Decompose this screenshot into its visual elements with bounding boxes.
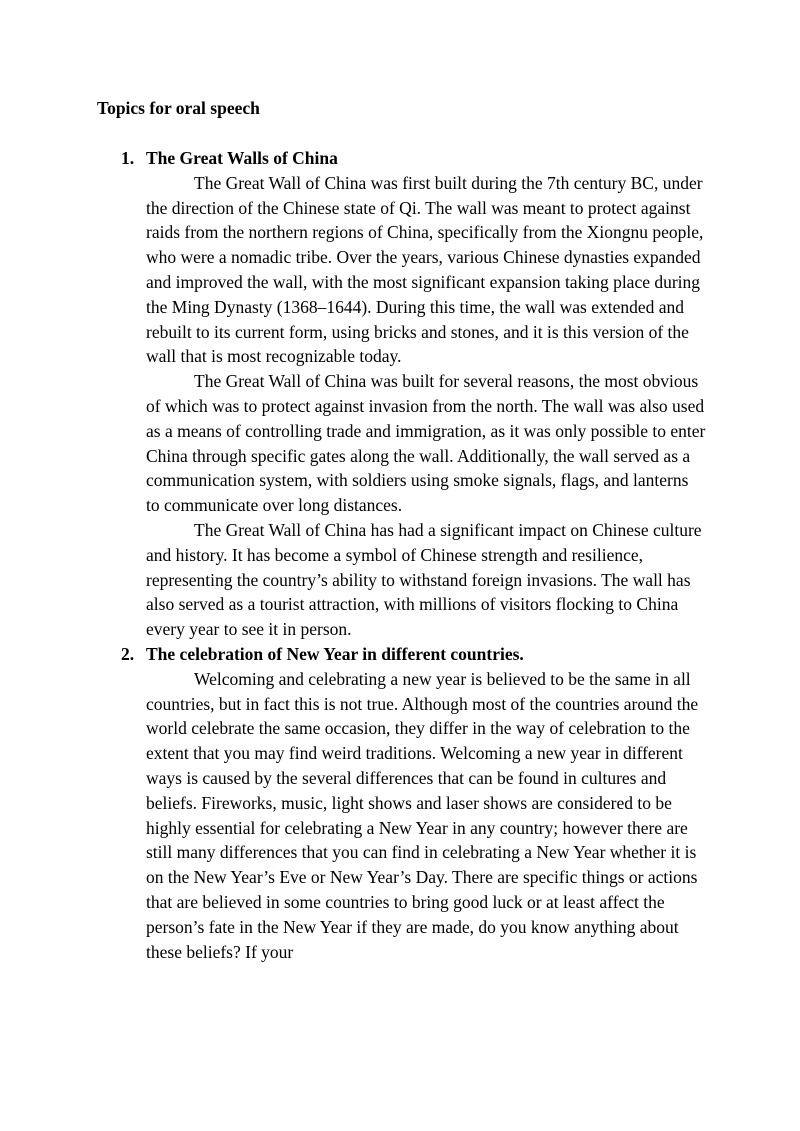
topic-paragraph: The Great Wall of China has had a significant impact on Chinese culture and history. It has become a symbol of Chinese strength and resilience, representing the country’s ability to withstand foreign invasions. The wall has also served as a tourist attraction, with millions of visitors flocking to China every year to see it in person.: [146, 519, 702, 640]
topic-number: 1.: [121, 148, 135, 168]
topic-heading: The Great Walls of China: [146, 148, 338, 168]
topic-item-great-wall: [0, 146, 800, 642]
topic-number: 2.: [121, 643, 135, 664]
document-title: Topics for oral speech: [97, 98, 260, 118]
topic-heading: The celebration of New Year in different countries.: [146, 643, 524, 664]
topic-paragraph: The Great Wall of China was first built during the 7th century BC, under the direction of the Chinese state of Qi. The wall was meant to protect against raids from the northern regions of China, specifically from the Xiongnu people, who were a nomadic tribe. Over the years, various Chinese dynasties expanded and improved the wall, with the most significant expansion taking place during the Ming Dynasty (1368–1644). During this time, the wall was extended and rebuilt to its current form, using bricks and stones, and it is this version of the wall that is most recognizable today.: [146, 172, 704, 367]
topic-paragraph: The Great Wall of China was built for several reasons, the most obvious of which was to protect against invasion from the north. The wall was also used as a means of controlling trade and immigration, as it was only possible to enter China through specific gates along the wall. Additionally, the wall served as a communication system, with soldiers using smoke signals, flags, and lanterns to communicate over long distances.: [146, 371, 706, 516]
topic-paragraph: Welcoming and celebrating a new year is believed to be the same in all countries, but in fact this is not true. Although most of the countries around the world celebrate the same occasion, they differ in the way of celebration to the extent that you may find weird traditions. Welcoming a new year in different ways is caused by the several differences that can be found in cultures and beliefs. Fireworks, music, light shows and laser shows are considered to be highly essential for celebrating a New Year in any country; however there are still many differences that you can find in celebrating a New Year whether it is on the New Year’s Eve or New Year’s Day. There are specific things or actions that are believed in some countries to bring good luck or at least affect the person’s fate in the New Year if they are made, do you know anything about these beliefs? If your: [146, 668, 699, 962]
topic-list: [0, 146, 800, 964]
topic-item-new-year: [0, 642, 800, 964]
